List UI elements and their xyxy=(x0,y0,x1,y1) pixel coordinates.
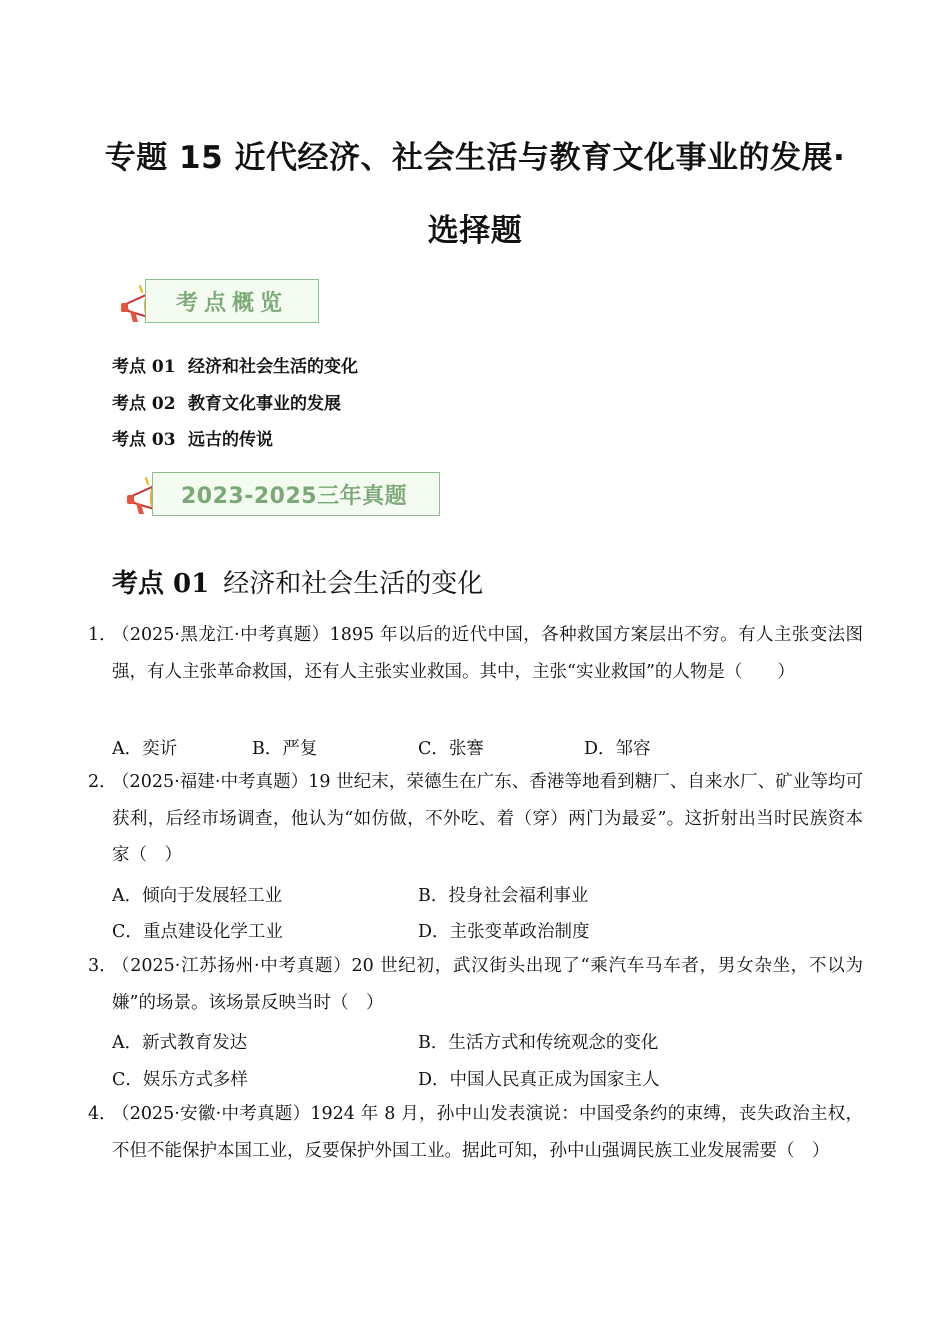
overview-item-text: 远古的传说 xyxy=(188,430,273,450)
overview-banner xyxy=(145,279,319,323)
question-number: 4． xyxy=(88,1104,117,1124)
question-number: 1． xyxy=(88,625,117,645)
section-title: 经济和社会生活的变化 xyxy=(223,569,484,599)
question-text: （2025·福建·中考真题）19 世纪末，荣德生在广东、香港等地看到糖厂、自来水厂、矿业等均可获利，后经市场调查，他认为“如仿做，不外吃、着（穿）两门为最妥”。这折射出当时民族资本家（ ） xyxy=(112,772,863,865)
section-code: 考点 01 xyxy=(112,569,210,599)
overview-item-text: 经济和社会生活的变化 xyxy=(188,357,358,377)
option-d: D．主张变革政治制度 xyxy=(418,922,590,942)
option-b: B．生活方式和传统观念的变化 xyxy=(418,1033,659,1053)
option-b: B．严复 xyxy=(252,739,318,759)
question-text: （2025·安徽·中考真题）1924 年 8 月，孙中山发表演说：中国受条约的束缚，丧失政治主权，不但不能保护本国工业，反要保护外国工业。据此可知，孙中山强调民族工业发展需要（ ） xyxy=(112,1104,863,1161)
question xyxy=(88,948,863,1021)
option-a: A．新式教育发达 xyxy=(112,1033,248,1053)
years-banner-label: 2023-2025三年真题 xyxy=(181,484,408,509)
question-number: 3． xyxy=(88,956,117,976)
option-c: C．娱乐方式多样 xyxy=(112,1070,248,1090)
option-c: C．重点建设化学工业 xyxy=(112,922,283,942)
overview-item-text: 教育文化事业的发展 xyxy=(188,394,341,414)
overview-item xyxy=(112,425,273,450)
years-banner xyxy=(152,472,440,516)
section-heading xyxy=(112,563,483,600)
document-title-line-1: 专题 15 近代经济、社会生活与教育文化事业的发展· xyxy=(104,140,846,176)
overview-item xyxy=(112,352,358,377)
question-text: （2025·江苏扬州·中考真题）20 世纪初，武汉街头出现了“乘汽车马车者，男女杂坐，不以为嫌”的场景。该场景反映当时（ ） xyxy=(112,956,863,1013)
question xyxy=(88,764,863,874)
option-c: C．张謇 xyxy=(418,739,484,759)
option-d: D．中国人民真正成为国家主人 xyxy=(418,1070,660,1090)
overview-item-code: 考点 03 xyxy=(112,430,176,450)
document-title-line-2: 选择题 xyxy=(427,213,523,249)
option-a: A．奕䜣 xyxy=(112,739,178,759)
option-d: D．邹容 xyxy=(584,739,651,759)
overview-item xyxy=(112,389,341,414)
option-b: B．投身社会福利事业 xyxy=(418,886,589,906)
question xyxy=(88,617,863,690)
question-text: （2025·黑龙江·中考真题）1895 年以后的近代中国，各种救国方案层出不穷。有人主张变法图强，有人主张革命救国，还有人主张实业救国。其中，主张“实业救国”的人物是（ ） xyxy=(112,625,863,682)
question xyxy=(88,1096,863,1169)
overview-item-code: 考点 01 xyxy=(112,357,176,377)
overview-banner-label: 考点概览 xyxy=(176,291,289,316)
overview-item-code: 考点 02 xyxy=(112,394,176,414)
question-number: 2． xyxy=(88,772,117,792)
option-a: A．倾向于发展轻工业 xyxy=(112,886,283,906)
